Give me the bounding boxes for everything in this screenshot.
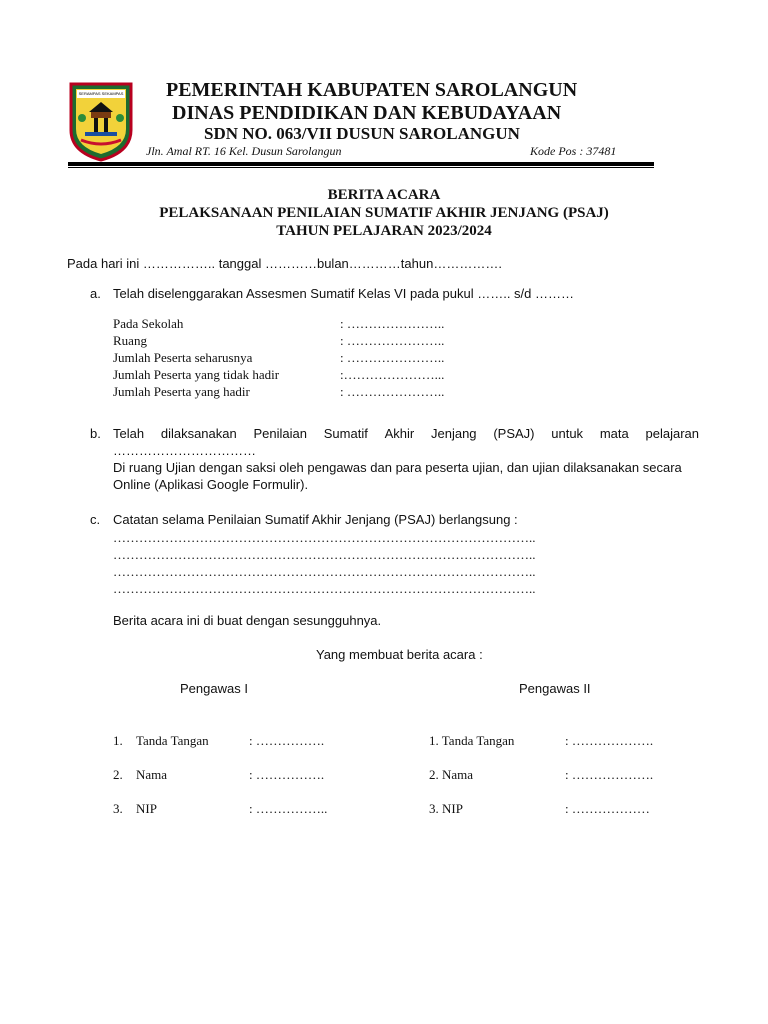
section-c-marker: c. xyxy=(90,512,101,527)
header-divider-thin xyxy=(68,167,654,168)
section-a-marker: a. xyxy=(90,286,101,301)
sig-right-value: : ………………. xyxy=(565,767,654,782)
intro-line: Pada hari ini …………….. tanggal …………bulan…………tahun……………. xyxy=(67,256,502,271)
section-b-line3: Di ruang Ujian dengan saksi oleh pengawas dan para peserta ujian, dan ujian dilaksanakan secara xyxy=(113,460,682,475)
field-value-present: : ………………….. xyxy=(340,384,445,399)
header-government: PEMERINTAH KABUPATEN SAROLANGUN xyxy=(166,79,578,101)
header-postal-code: Kode Pos : 37481 xyxy=(530,144,617,158)
section-b-word: Akhir xyxy=(384,426,415,441)
section-b-word: pelajaran xyxy=(645,426,699,441)
section-b-word: dilaksanakan xyxy=(160,426,237,441)
sig-left-label: Tanda Tangan xyxy=(136,733,209,748)
doc-year: TAHUN PELAJARAN 2023/2024 xyxy=(276,223,492,239)
logo-banner-text: SERAMPAS SEKAMPAS xyxy=(78,91,124,96)
sig-left-value: : …………….. xyxy=(249,801,328,816)
school-logo xyxy=(67,78,135,162)
field-label-expected: Jumlah Peserta seharusnya xyxy=(113,350,253,365)
sig-left-num: 1. xyxy=(113,733,123,748)
header-divider-thick xyxy=(68,162,654,166)
field-value-room: : ………………….. xyxy=(340,333,445,348)
field-value-expected: : ………………….. xyxy=(340,350,445,365)
sig-right-label: 2. Nama xyxy=(429,767,474,782)
supervisor-2-title: Pengawas II xyxy=(519,681,591,696)
sig-left-value: : ……………. xyxy=(249,767,325,782)
notes-line: …………………………………………………………………………………….. xyxy=(113,581,536,596)
header-department: DINAS PENDIDIKAN DAN KEBUDAYAAN xyxy=(172,102,562,124)
section-b-word: (PSAJ) xyxy=(493,426,535,441)
section-b-word: mata xyxy=(599,426,629,441)
sig-left-label: NIP xyxy=(136,801,157,816)
section-b-line1 xyxy=(113,426,699,441)
header-address: Jln. Amal RT. 16 Kel. Dusun Sarolangun xyxy=(146,144,342,158)
sig-right-value: : ………………. xyxy=(565,733,654,748)
section-b-line2: …………………………… xyxy=(113,443,256,458)
section-b-word: Penilaian xyxy=(253,426,307,441)
sig-right-value: : ……………… xyxy=(565,801,650,816)
sig-left-label: Nama xyxy=(136,767,168,782)
field-label-absent: Jumlah Peserta yang tidak hadir xyxy=(113,367,280,382)
doc-title: BERITA ACARA xyxy=(327,187,441,203)
field-label-school: Pada Sekolah xyxy=(113,316,184,331)
section-b-line4: Online (Aplikasi Google Formulir). xyxy=(113,477,309,492)
closing-statement: Berita acara ini di buat dengan sesungguhnya. xyxy=(113,613,382,628)
notes-line: …………………………………………………………………………………….. xyxy=(113,530,536,545)
sig-left-num: 2. xyxy=(113,767,123,782)
section-b-word: Sumatif xyxy=(323,426,368,441)
sig-right-label: 3. NIP xyxy=(429,801,463,816)
section-b-marker: b. xyxy=(90,426,101,441)
section-b-word: Telah xyxy=(113,426,145,441)
header-school: SDN NO. 063/VII DUSUN SAROLANGUN xyxy=(204,124,520,143)
sig-left-num: 3. xyxy=(113,801,123,816)
doc-subtitle: PELAKSANAAN PENILAIAN SUMATIF AKHIR JENJANG (PSAJ) xyxy=(159,205,609,221)
notes-line: …………………………………………………………………………………….. xyxy=(113,564,536,579)
section-a-text: Telah diselenggarakan Assesmen Sumatif Kelas VI pada pukul …….. s/d ……… xyxy=(113,286,575,301)
sig-right-label: 1. Tanda Tangan xyxy=(429,733,515,748)
section-c-text: Catatan selama Penilaian Sumatif Akhir Jenjang (PSAJ) berlangsung : xyxy=(113,512,518,527)
section-b-word: Jenjang xyxy=(431,426,477,441)
field-label-present: Jumlah Peserta yang hadir xyxy=(113,384,250,399)
notes-line: …………………………………………………………………………………….. xyxy=(113,547,536,562)
supervisor-1-title: Pengawas I xyxy=(180,681,248,696)
field-value-school: : ………………….. xyxy=(340,316,445,331)
made-by-label: Yang membuat berita acara : xyxy=(316,647,483,662)
field-label-room: Ruang xyxy=(113,333,147,348)
field-value-absent: :…………………... xyxy=(340,367,445,382)
sig-left-value: : ……………. xyxy=(249,733,325,748)
section-b-word: untuk xyxy=(551,426,584,441)
